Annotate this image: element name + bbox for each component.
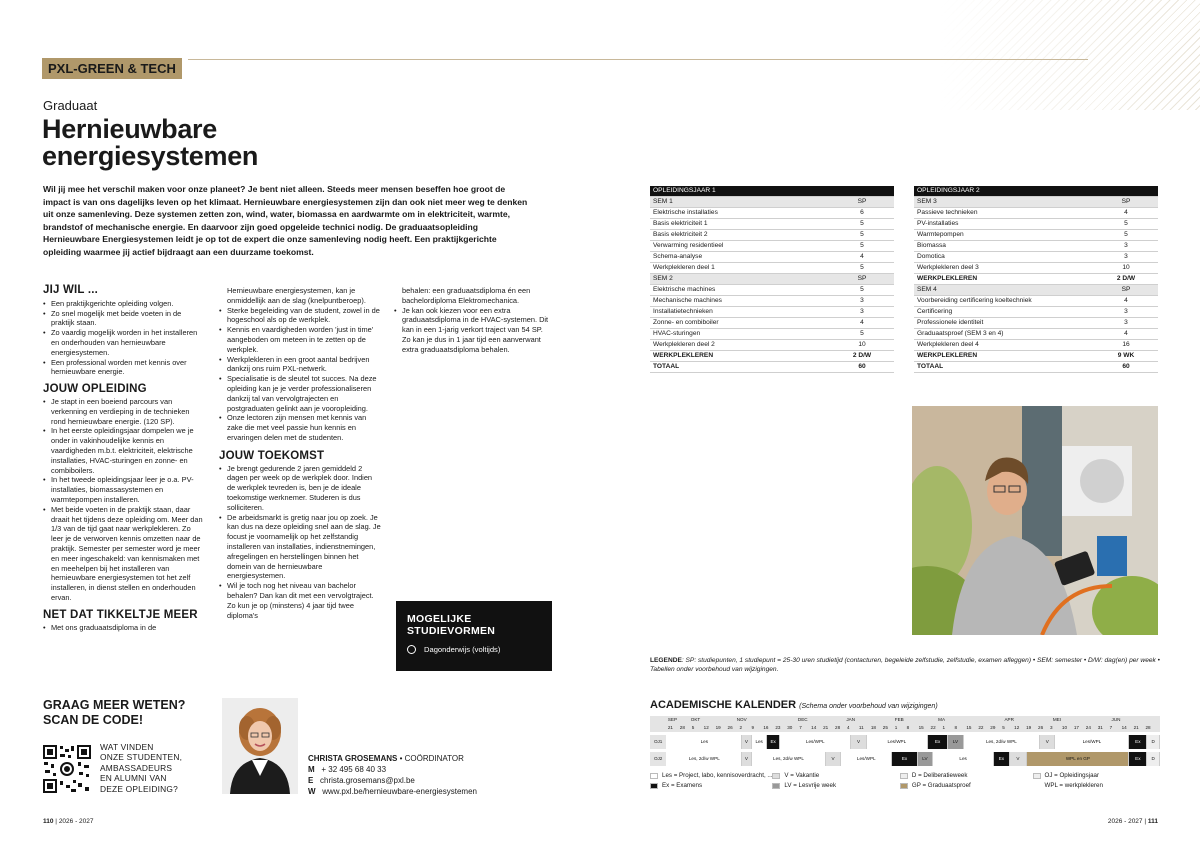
footer-left: 110 | 2026 - 2027 xyxy=(43,818,94,825)
course-credits: 5 xyxy=(830,285,894,296)
table-header-row xyxy=(650,186,894,197)
legend-swatch xyxy=(1033,773,1041,779)
calendar-segment: V xyxy=(1010,752,1028,766)
calendar-month: APR xyxy=(1004,717,1014,722)
course-credits: 9 WK xyxy=(1094,351,1158,362)
calendar-segment: Les/WPL xyxy=(780,735,851,749)
calendar-day: 11 xyxy=(858,725,864,730)
calendar-segment: Les xyxy=(752,735,767,749)
table-row xyxy=(650,285,894,296)
calendar-month: SEP xyxy=(667,717,678,722)
legend-swatch xyxy=(772,783,780,789)
calendar-day: 30 xyxy=(787,725,793,730)
list-item-continued: Hernieuwbare energiesystemen, kan je onmiddellijk aan de slag (knelpuntberoep). xyxy=(227,286,366,305)
list-item: • Wil je toch nog het niveau van bachelor behalen? Dan kan dit met een vervolgtraject. Zo kun je op (minstens) 4 jaar tijd twee diploma's xyxy=(219,581,381,620)
calendar-day: 2 xyxy=(739,725,743,730)
list-item: • Werkplekleren in een groot aantal bedrijven dankzij ons ruim PXL-netwerk. xyxy=(219,355,381,375)
table-row xyxy=(650,219,894,230)
course-name: HVAC-sturingen xyxy=(650,329,830,340)
course-credits: 16 xyxy=(1094,340,1158,351)
course-credits: 5 xyxy=(830,241,894,252)
course-credits: 2 D/W xyxy=(830,351,894,362)
table-row xyxy=(914,307,1158,318)
calendar-day: 23 xyxy=(775,725,781,730)
calendar-day: 4 xyxy=(846,725,850,730)
section-heading-jouw-toekomst: JOUW TOEKOMST xyxy=(219,449,325,462)
calendar-month: JAN xyxy=(846,717,856,722)
list-item: • Specialisatie is de sleutel tot succes. Na deze opleiding kan je je verder professionaliseren dankzij tal van vervolgtrajecten en postgraduaten gelinkt aan je vooropleiding. xyxy=(219,374,381,413)
table-row xyxy=(914,208,1158,219)
table-row xyxy=(650,340,894,351)
legend-label: Les = Project, labo, kennisoverdracht, ... xyxy=(662,772,773,779)
legend-swatch xyxy=(772,773,780,779)
list-tikkeltje xyxy=(43,623,203,633)
course-name: Certificering xyxy=(914,307,1094,318)
course-name: Installatietechnieken xyxy=(650,307,830,318)
calendar-segment: Ex xyxy=(994,752,1009,766)
calendar-day: 12 xyxy=(1014,725,1020,730)
course-name: Werkplekleren deel 4 xyxy=(914,340,1094,351)
calendar-day: 18 xyxy=(870,725,876,730)
table-row xyxy=(650,329,894,340)
table-row xyxy=(650,208,894,219)
course-name: Werkplekleren deel 3 xyxy=(914,263,1094,274)
course-credits: SP xyxy=(1094,197,1158,208)
table-header-row xyxy=(914,186,1158,197)
scan-heading-line-2: SCAN DE CODE! xyxy=(43,713,144,727)
calendar-segment: V xyxy=(1040,735,1055,749)
student-photo xyxy=(912,406,1158,635)
header-divider xyxy=(188,59,1088,60)
calendar-day: 21 xyxy=(823,725,829,730)
studievormen-title-line-1: MOGELIJKE xyxy=(407,613,472,625)
calendar-day: 29 xyxy=(990,725,996,730)
course-name: SEM 4 xyxy=(914,285,1094,296)
list-item: • Je brengt gedurende 2 jaren gemiddeld 2 dagen per week op de werkplek door. Indien de werkplek tevreden is, ben je de ideale toekomstige werknemer. Studeren is dus solliciteren. xyxy=(219,464,381,513)
calendar-month: FEB xyxy=(894,717,904,722)
course-credits: 3 xyxy=(1094,241,1158,252)
calendar-title xyxy=(650,699,938,711)
list-item: • Je kan ook kiezen voor een extra graduaatsdiploma in de HVAC-systemen. Dit kan in een 1-jarig verkort traject van 54 SP. Zo kan je dus in 1 jaar tijd een aanverwant extra graduaatsdiploma behalen. xyxy=(394,306,552,355)
course-name: Schema-analyse xyxy=(650,252,830,263)
calendar-segment: LV xyxy=(948,735,963,749)
calendar-row-label: OJ1 xyxy=(650,735,666,749)
calendar-segment: Les/WPL xyxy=(867,735,928,749)
course-name: PV-installaties xyxy=(914,219,1094,230)
legend-swatch xyxy=(650,773,658,779)
list-jouw-opleiding xyxy=(43,397,203,603)
calendar-month: OKT xyxy=(690,717,701,722)
list-item: • Sterke begeleiding van de student, zowel in de hogeschool als op de werkplek. xyxy=(219,306,381,326)
course-credits: SP xyxy=(830,274,894,285)
semester-row xyxy=(914,285,1158,296)
course-name: TOTAAL xyxy=(650,362,830,373)
qr-code-icon[interactable] xyxy=(43,745,91,793)
calendar-segment: Les/WPL xyxy=(1055,735,1129,749)
calendar-day: 12 xyxy=(703,725,709,730)
contact-name: CHRISTA GROSEMANS xyxy=(308,754,398,763)
course-credits: 3 xyxy=(1094,252,1158,263)
course-credits: 5 xyxy=(830,329,894,340)
calendar-month: DEC xyxy=(797,717,808,722)
course-credits: 60 xyxy=(830,362,894,373)
legend-label: V = Vakantie xyxy=(784,772,820,779)
studievormen-title-line-2: STUDIEVORMEN xyxy=(407,625,496,637)
list-tikkeltje-cont xyxy=(219,306,381,443)
list-item: • Zo vaardig mogelijk worden in het installeren en onderhouden van hernieuwbare energiesystemen. xyxy=(43,328,203,357)
calendar-day: 19 xyxy=(1026,725,1032,730)
page-number-left: 110 xyxy=(43,818,54,825)
course-credits: 4 xyxy=(830,252,894,263)
legend-item xyxy=(772,782,836,789)
table-row xyxy=(914,219,1158,230)
legend-label: OJ = Opleidingsjaar xyxy=(1044,772,1100,779)
calendar-segment: Les/WPL xyxy=(841,752,892,766)
course-credits: 3 xyxy=(830,307,894,318)
calendar-segment: Ex xyxy=(892,752,918,766)
list-item: • Met ons graduaatsdiploma in de xyxy=(43,623,203,633)
table-row xyxy=(650,263,894,274)
calendar-day: 16 xyxy=(763,725,769,730)
contact-phone[interactable]: + 32 495 68 40 33 xyxy=(321,765,387,774)
calendar-day: 7 xyxy=(799,725,802,730)
table-row xyxy=(650,296,894,307)
calendar-day: 25 xyxy=(882,725,888,730)
course-credits: 6 xyxy=(830,208,894,219)
section-heading-tikkeltje: NET DAT TIKKELTJE MEER xyxy=(43,608,198,621)
legend-swatch xyxy=(650,783,658,789)
course-name: Zonne- en combiboiler xyxy=(650,318,830,329)
course-credits: 3 xyxy=(830,296,894,307)
course-name: WERKPLEKLEREN xyxy=(914,274,1094,285)
calendar-day: 14 xyxy=(1121,725,1127,730)
table-row xyxy=(914,230,1158,241)
calendar-segment: V xyxy=(851,735,866,749)
total-row xyxy=(650,362,894,373)
calendar-segment: V xyxy=(826,752,841,766)
department-tag: PXL-GREEN & TECH xyxy=(42,58,182,79)
calendar-day: 7 xyxy=(1109,725,1113,730)
calendar-day: 26 xyxy=(727,725,733,730)
calendar-segment: D xyxy=(1147,752,1160,766)
page-kicker: Graduaat xyxy=(43,98,98,113)
footer-year-right: 2026 - 2027 xyxy=(1107,818,1143,825)
semester-row xyxy=(650,197,894,208)
legend-swatch xyxy=(900,783,908,789)
scan-heading-line-1: GRAAG MEER WETEN? xyxy=(43,698,186,712)
study-table-year-2 xyxy=(914,186,1158,373)
intro-paragraph: Wil jij mee het verschil maken voor onze planeet? Je bent niet alleen. Steeds meer mensen beseffen hoe groot de impact is van ons dagelijks leven op het klimaat. Hernieuwbare energiesystemen zijn dan ook niet meer weg te denken uit onze samenleving. Deze systemen zetten zon, wind, water, biomassa en aardwarmte om in elektriciteit, warmte, brandstof of mechanische energie. En daarvoor zijn goed opgeleide technici nodig. De graduaatsopleiding Hernieuwbare Energiesystemen leidt je op tot de expert die onze samenleving nodig heeft. Een praktijkgerichte opleiding waarmee jij actief bijdraagt aan een duurzame toekomst. xyxy=(43,184,528,257)
page-number-right: 111 xyxy=(1147,818,1158,825)
list-toekomst-cont xyxy=(394,306,552,355)
prompt-line: ONZE STUDENTEN, xyxy=(100,752,183,763)
text-column-1 xyxy=(43,286,203,632)
table-row xyxy=(914,252,1158,263)
decorative-hatch-pattern xyxy=(940,0,1200,110)
contact-website[interactable]: www.pxl.be/hernieuwbare-energiesystemen xyxy=(322,787,477,796)
list-jouw-toekomst xyxy=(219,464,381,621)
list-item: • Met beide voeten in de praktijk staan, daar draait het tijdens deze opleiding om. Meer dan 1/3 van de tijd gaat naar werkplekleren. Zo leer je de verworven kennis omzetten naar de praktijk. Semester per semester word je meer en meer ingeschakeld: van kennismaken met en meehelpen bij het installeren van hernieuwbare energiesystemen tot het zelf installeren, in dienst stellen en onderhouden ervan. xyxy=(43,505,203,603)
legend-label: GP = Graduaatsproef xyxy=(911,782,971,789)
prompt-line: EN ALUMNI VAN xyxy=(100,773,167,784)
calendar-day: 31 xyxy=(1097,725,1103,730)
course-name: Werkplekleren deel 2 xyxy=(650,340,830,351)
table-row xyxy=(914,296,1158,307)
list-item: • Een professional worden met kennis over hernieuwbare energie. xyxy=(43,358,203,378)
legend-label: Ex = Examens xyxy=(662,782,703,789)
course-credits: 10 xyxy=(1094,263,1158,274)
calendar-segment: Les, 2d/w WPL xyxy=(668,752,742,766)
course-name: WERKPLEKLEREN xyxy=(914,351,1094,362)
table-row xyxy=(650,252,894,263)
calendar-day: 21 xyxy=(1133,725,1139,730)
calendar-row-oj1 xyxy=(650,735,1160,749)
calendar-months xyxy=(650,716,1160,724)
calendar-day: 15 xyxy=(918,725,924,730)
course-credits: SP xyxy=(830,197,894,208)
course-credits: 5 xyxy=(1094,219,1158,230)
legend-text: : SP: studiepunten, 1 studiepunt = 25-30 uren studietijd (contacturen, begeleide zelfstudie, zelfstudie, examen afleggen) • SEM: semester • D/W: dag(en) per week • Tabellen onder voorbehoud van wijzigingen. xyxy=(650,657,1160,673)
course-credits: 5 xyxy=(830,219,894,230)
contact-details: CHRISTA GROSEMANS • COÖRDINATOR M + 32 495 68 40 33 E christa.grosemans@pxl.be W www.pxl.be/hernieuwbare-energiesystemen xyxy=(308,754,477,796)
list-item: • Onze lectoren zijn mensen met kennis van zake die met veel passie hun kennis en ervaringen delen met de studenten. xyxy=(219,413,381,442)
calendar-day: 22 xyxy=(978,725,984,730)
label-w: W xyxy=(308,787,316,796)
course-credits: 3 xyxy=(1094,318,1158,329)
calendar-segment: Ex xyxy=(1129,735,1147,749)
semester-row xyxy=(914,197,1158,208)
calendar-row-label: OJ2 xyxy=(650,752,666,766)
calendar-segment: Ex xyxy=(928,735,948,749)
course-credits: 5 xyxy=(830,263,894,274)
course-credits: 4 xyxy=(830,318,894,329)
table-legend xyxy=(650,656,1160,674)
legend-item xyxy=(1033,772,1100,779)
course-name: Verwarming residentieel xyxy=(650,241,830,252)
legend-item xyxy=(650,772,773,779)
calendar-day: 24 xyxy=(1085,725,1091,730)
course-credits: 10 xyxy=(830,340,894,351)
course-name: Elektrische machines xyxy=(650,285,830,296)
calendar-day: 1 xyxy=(894,725,898,730)
course-name: Voorbereiding certificering koeltechniek xyxy=(914,296,1094,307)
title-line-2: energiesystemen xyxy=(42,141,259,171)
course-name: Mechanische machines xyxy=(650,296,830,307)
course-name: Elektrische installaties xyxy=(650,208,830,219)
course-name: SEM 2 xyxy=(650,274,830,285)
legend-label: LEGENDE xyxy=(650,657,682,664)
course-credits: 4 xyxy=(1094,329,1158,340)
radio-circle-icon xyxy=(407,645,416,654)
calendar-day: 26 xyxy=(1038,725,1044,730)
list-item: • Kennis en vaardigheden worden 'just in time' aangeboden om meteen in te zetten op de werkplek. xyxy=(219,325,381,354)
calendar-month: NOV xyxy=(736,717,747,722)
table-row xyxy=(650,230,894,241)
legend-item xyxy=(772,772,819,779)
table-row xyxy=(650,241,894,252)
course-name: SEM 1 xyxy=(650,197,830,208)
academic-calendar xyxy=(650,716,1160,766)
text-column-2 xyxy=(219,286,381,620)
calendar-day: 9 xyxy=(751,725,754,730)
section-heading-jouw-opleiding: JOUW OPLEIDING xyxy=(43,383,147,396)
list-item: • De arbeidsmarkt is gretig naar jou op zoek. Je kan dus na deze opleiding snel aan de slag. Je focust je voornamelijk op het zelfstandig installeren van installaties, indienstnemingen, afregelingen en herstellingen binnen het domein van de hernieuwbare energiesystemen. xyxy=(219,513,381,582)
footer-right: 2026 - 2027 | 111 xyxy=(1107,818,1158,825)
legend-item xyxy=(900,782,971,789)
testimonial-prompt xyxy=(100,742,182,794)
table-row xyxy=(914,318,1158,329)
calendar-segment: WPL en GP xyxy=(1027,752,1129,766)
study-table-year-1 xyxy=(650,186,894,373)
calendar-day: 19 xyxy=(715,725,721,730)
contact-email[interactable]: christa.grosemans@pxl.be xyxy=(320,776,415,785)
calendar-day: 5 xyxy=(691,725,695,730)
calendar-segment: D xyxy=(1147,735,1160,749)
course-credits: 60 xyxy=(1094,362,1158,373)
calendar-month: JUN xyxy=(1111,717,1121,722)
calendar-day: 15 xyxy=(966,725,972,730)
course-credits: 4 xyxy=(1094,296,1158,307)
course-name: Graduaatsproef (SEM 3 en 4) xyxy=(914,329,1094,340)
list-item-continued: behalen: een graduaatsdiploma én een bachelordiploma Elektromechanica. xyxy=(402,286,531,305)
footer-year-left: 2026 - 2027 xyxy=(58,818,94,825)
calendar-day: 28 xyxy=(835,725,841,730)
scan-heading xyxy=(43,698,185,728)
table-row xyxy=(914,241,1158,252)
calendar-segment: Les, 2d/w WPL xyxy=(964,735,1041,749)
course-name: Domotica xyxy=(914,252,1094,263)
calendar-day: 10 xyxy=(1061,725,1068,730)
list-item: • Je stapt in een boeiend parcours van verkenning en verdieping in de technieken rond hernieuwbare energie. (120 SP). xyxy=(43,397,203,426)
legend-item xyxy=(1033,782,1103,789)
legend-label: LV = Lesvrije week xyxy=(784,782,837,789)
calendar-segment: Ex xyxy=(1129,752,1147,766)
label-m: M xyxy=(308,765,315,774)
semester-row xyxy=(650,274,894,285)
calendar-days xyxy=(650,724,1160,732)
calendar-day: 17 xyxy=(1073,725,1079,730)
course-credits: 5 xyxy=(830,230,894,241)
prompt-line: DEZE OPLEIDING? xyxy=(100,783,178,794)
course-name: Warmtepompen xyxy=(914,230,1094,241)
calendar-segment: V xyxy=(742,735,752,749)
calendar-segment: Les xyxy=(668,735,742,749)
calendar-day: 3 xyxy=(1049,725,1053,730)
calendar-segment: LV xyxy=(918,752,933,766)
calendar-day: 22 xyxy=(930,725,936,730)
table-row xyxy=(650,307,894,318)
table-row xyxy=(914,329,1158,340)
studievormen-title xyxy=(407,613,541,637)
course-name: TOTAAL xyxy=(914,362,1094,373)
label-e: E xyxy=(308,776,314,785)
calendar-day: 8 xyxy=(954,725,957,730)
legend-item xyxy=(650,782,702,789)
course-name: Basis elektriciteit 1 xyxy=(650,219,830,230)
list-item: • Een praktijkgerichte opleiding volgen. xyxy=(43,299,203,309)
list-item: • Zo snel mogelijk met beide voeten in de praktijk staan. xyxy=(43,309,203,329)
calendar-segment: V xyxy=(742,752,752,766)
course-name: Basis elektriciteit 2 xyxy=(650,230,830,241)
calendar-day: 1 xyxy=(942,725,946,730)
table-row xyxy=(914,340,1158,351)
calendar-subtitle: (Schema onder voorbehoud van wijzigingen) xyxy=(799,703,938,710)
course-name: Professionele identiteit xyxy=(914,318,1094,329)
course-credits: 5 xyxy=(1094,230,1158,241)
calendar-row-oj2 xyxy=(650,752,1160,766)
page-title xyxy=(42,116,258,170)
calendar-day: 8 xyxy=(906,725,910,730)
table-header: OPLEIDINGSJAAR 1 xyxy=(650,186,894,197)
legend-swatch xyxy=(900,773,908,779)
legend-label: D = Deliberatieweek xyxy=(911,772,968,779)
text-column-3 xyxy=(394,286,552,355)
table-row xyxy=(914,274,1158,285)
coordinator-portrait xyxy=(222,698,298,794)
list-jij-wil xyxy=(43,299,203,377)
table-header: OPLEIDINGSJAAR 2 xyxy=(914,186,1158,197)
course-name: Passieve technieken xyxy=(914,208,1094,219)
calendar-day: 28 xyxy=(1145,725,1151,730)
course-credits: SP xyxy=(1094,285,1158,296)
legend-label: WPL = werkplekleren xyxy=(1044,782,1103,789)
calendar-day: 28 xyxy=(679,725,685,730)
course-credits: 4 xyxy=(1094,208,1158,219)
prompt-line: AMBASSADEURS xyxy=(100,762,173,773)
section-heading-jij-wil: JIJ WIL ... xyxy=(43,284,99,296)
calendar-title-text: ACADEMISCHE KALENDER xyxy=(650,699,797,711)
studievorm-option-label: Dagonderwijs (voltijds) xyxy=(424,645,501,654)
legend-item xyxy=(900,772,968,779)
course-credits: 3 xyxy=(1094,307,1158,318)
list-item: • In het eerste opleidingsjaar dompelen we je onder in vakinhoudelijke kennis en vaardigheden m.b.t. elektriciteit, elektrische installaties, HVAC-sturingen en zonne- en combiboilers. xyxy=(43,426,203,475)
list-item: • In het tweede opleidingsjaar leer je o.a. PV-installaties, biomassasystemen en warmtepompen installeren. xyxy=(43,475,203,504)
calendar-month: MEI xyxy=(1052,717,1062,722)
course-name: Werkplekleren deel 1 xyxy=(650,263,830,274)
studievorm-option xyxy=(407,645,541,654)
table-row xyxy=(650,351,894,362)
studievormen-box xyxy=(396,601,552,671)
calendar-segment: Les, 2d/w WPL xyxy=(752,752,826,766)
course-name: WERKPLEKLEREN xyxy=(650,351,830,362)
course-name: SEM 3 xyxy=(914,197,1094,208)
calendar-segment: Ex xyxy=(767,735,780,749)
course-name: Biomassa xyxy=(914,241,1094,252)
title-line-1: Hernieuwbare xyxy=(42,114,217,144)
calendar-day: 14 xyxy=(811,725,817,730)
table-row xyxy=(650,318,894,329)
prompt-line: WAT VINDEN xyxy=(100,742,154,752)
calendar-month: MA xyxy=(938,717,946,722)
course-credits: 2 D/W xyxy=(1094,274,1158,285)
calendar-day: 5 xyxy=(1002,725,1005,730)
table-row xyxy=(914,351,1158,362)
table-row xyxy=(914,263,1158,274)
calendar-day: 21 xyxy=(667,725,673,730)
total-row xyxy=(914,362,1158,373)
calendar-segment: Les xyxy=(933,752,994,766)
contact-role: COÖRDINATOR xyxy=(404,754,464,763)
